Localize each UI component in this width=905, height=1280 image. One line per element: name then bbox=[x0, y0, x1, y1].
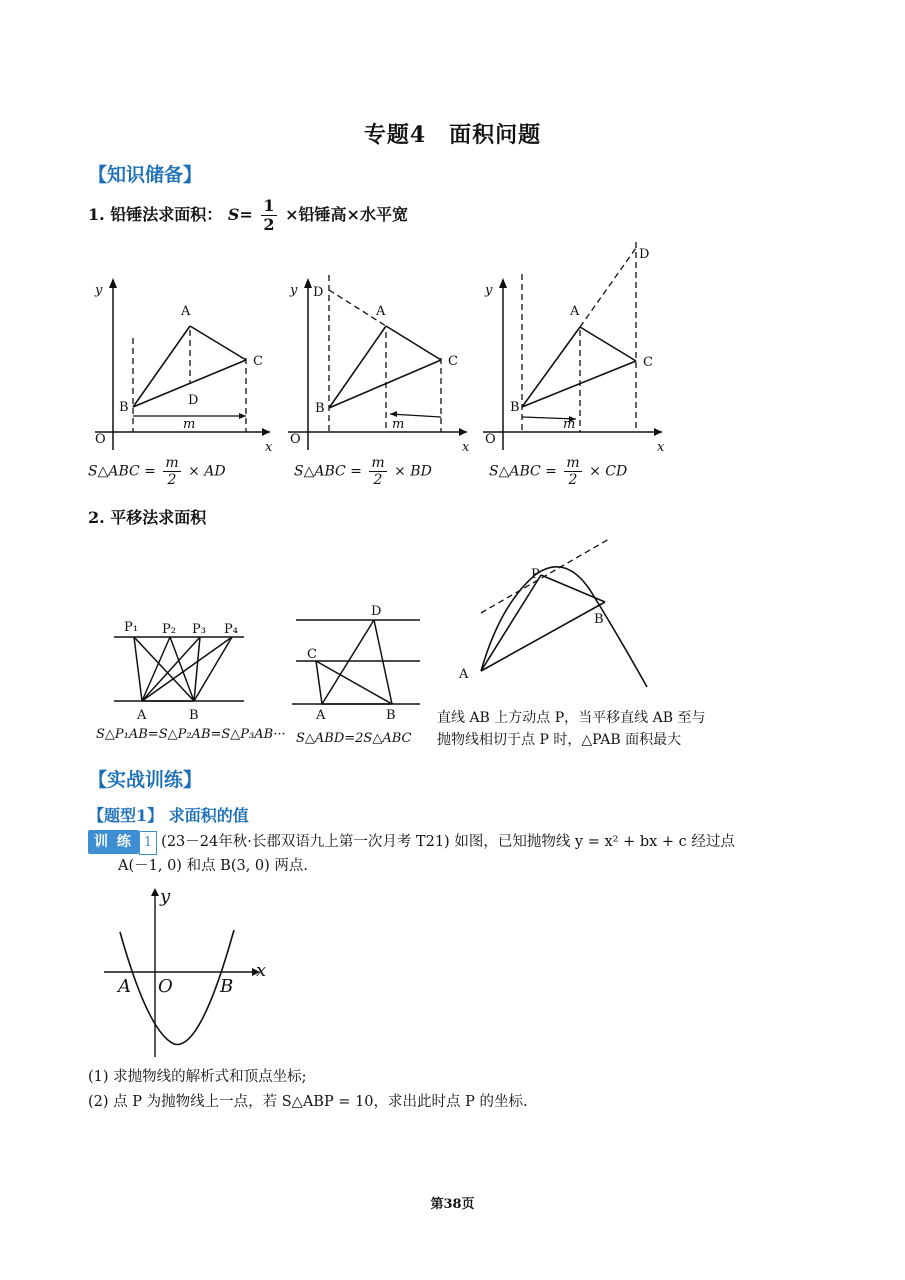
formula-lhs: S△ABC = bbox=[294, 463, 362, 480]
label-B: B bbox=[386, 708, 396, 723]
label-O: O bbox=[485, 432, 496, 447]
question-1: (1) 求抛物线的解析式和顶点坐标; bbox=[88, 1069, 307, 1085]
plumb-diagram-3 bbox=[475, 240, 675, 460]
label-A: A bbox=[376, 304, 386, 319]
frac-den: 2 bbox=[568, 472, 578, 488]
label-y: y bbox=[290, 283, 298, 298]
frac-num: m bbox=[566, 455, 580, 471]
label-P2: P₂ bbox=[162, 622, 176, 637]
label-P: P bbox=[531, 567, 540, 582]
label-A: A bbox=[316, 708, 326, 723]
label-x: x bbox=[462, 440, 470, 455]
item2-heading: 2. 平移法求面积 bbox=[88, 508, 207, 527]
label-C: C bbox=[253, 354, 263, 369]
label-m: m bbox=[392, 417, 405, 432]
label-A: A bbox=[459, 667, 469, 682]
formula-lhs: S△ABC = bbox=[88, 463, 156, 480]
label-D: D bbox=[188, 393, 199, 408]
caption-equal-areas: S△P₁AB=S△P₂AB=S△P₃AB··· bbox=[96, 727, 286, 742]
formula-frac bbox=[564, 456, 581, 487]
item1-s-eq: S= bbox=[227, 205, 253, 224]
translation-diagram-3 bbox=[455, 535, 655, 695]
item1-rest: ×铅锤高×水平宽 bbox=[285, 205, 408, 224]
label-m: m bbox=[563, 417, 576, 432]
item1-prefix: 1. 铅锤法求面积： bbox=[88, 205, 223, 224]
label-A: A bbox=[118, 976, 131, 997]
formula-frac bbox=[369, 456, 386, 487]
label-B: B bbox=[119, 400, 129, 415]
parabola-figure bbox=[100, 882, 280, 1062]
label-y: y bbox=[485, 283, 493, 298]
label-B: B bbox=[189, 708, 199, 723]
type1-heading: 【题型1】 求面积的值 bbox=[88, 806, 249, 825]
label-B: B bbox=[510, 400, 520, 415]
formula-lhs: S△ABC = bbox=[489, 463, 557, 480]
frac-num: m bbox=[165, 455, 179, 471]
label-C: C bbox=[448, 354, 458, 369]
label-O: O bbox=[290, 432, 301, 447]
item1-frac-den: 2 bbox=[263, 215, 275, 234]
label-O: O bbox=[158, 976, 173, 997]
formula-frac bbox=[163, 456, 180, 487]
item1-heading bbox=[88, 198, 408, 233]
section-practice: 【实战训练】 bbox=[88, 769, 203, 791]
formula-rhs: × BD bbox=[394, 463, 432, 480]
plumb-diagram-1 bbox=[85, 270, 285, 460]
label-B: B bbox=[220, 976, 234, 997]
item1-fraction bbox=[261, 198, 276, 233]
label-y: y bbox=[160, 886, 171, 907]
label-B: B bbox=[594, 612, 604, 627]
page-number: 第38页 bbox=[430, 1197, 475, 1212]
formula-cd bbox=[489, 456, 627, 487]
caption-double-area: S△ABD=2S△ABC bbox=[296, 731, 412, 746]
label-A: A bbox=[137, 708, 147, 723]
label-B: B bbox=[315, 401, 325, 416]
label-O: O bbox=[95, 432, 106, 447]
frac-den: 2 bbox=[167, 472, 177, 488]
plumb-diagram-2 bbox=[280, 270, 480, 460]
label-P3: P₃ bbox=[192, 622, 206, 637]
translation-diagram-2 bbox=[288, 600, 428, 725]
label-x: x bbox=[256, 960, 267, 981]
label-D: D bbox=[371, 604, 382, 619]
formula-bd bbox=[294, 456, 432, 487]
label-m: m bbox=[183, 417, 196, 432]
caption-tangent-line2: 抛物线相切于点 P 时，△PAB 面积最大 bbox=[437, 732, 682, 748]
formula-ad bbox=[88, 456, 226, 487]
page-title: 专题4 面积问题 bbox=[363, 122, 542, 148]
label-y: y bbox=[95, 283, 103, 298]
translation-diagram-1 bbox=[110, 615, 270, 725]
item1-frac-num: 1 bbox=[263, 196, 275, 215]
label-C: C bbox=[307, 647, 317, 662]
label-x: x bbox=[657, 440, 665, 455]
label-D: D bbox=[639, 247, 650, 262]
exercise-text-line2: A(－1, 0) 和点 B(3, 0) 两点. bbox=[118, 858, 309, 874]
label-D: D bbox=[313, 285, 324, 300]
label-P4: P₄ bbox=[224, 622, 238, 637]
question-2: (2) 点 P 为抛物线上一点，若 S△ABP = 10，求出此时点 P 的坐标. bbox=[88, 1094, 528, 1110]
section-knowledge: 【知识储备】 bbox=[88, 164, 203, 186]
frac-den: 2 bbox=[373, 472, 383, 488]
formula-rhs: × CD bbox=[589, 463, 628, 480]
label-P1: P₁ bbox=[124, 620, 138, 635]
frac-num: m bbox=[371, 455, 385, 471]
exercise-line1 bbox=[88, 830, 735, 855]
label-A: A bbox=[570, 304, 580, 319]
exercise-badge: 训 练 bbox=[88, 830, 139, 854]
exercise-text-line1: (23－24年秋·长郡双语九上第一次月考 T21) 如图，已知抛物线 y = x² + bx + c 经过点 bbox=[161, 834, 735, 850]
caption-tangent-line1: 直线 AB 上方动点 P，当平移直线 AB 至与 bbox=[437, 710, 706, 726]
exercise-number: 1 bbox=[139, 831, 157, 855]
label-C: C bbox=[643, 355, 653, 370]
formula-rhs: × AD bbox=[188, 463, 226, 480]
label-x: x bbox=[265, 440, 273, 455]
label-A: A bbox=[181, 304, 191, 319]
